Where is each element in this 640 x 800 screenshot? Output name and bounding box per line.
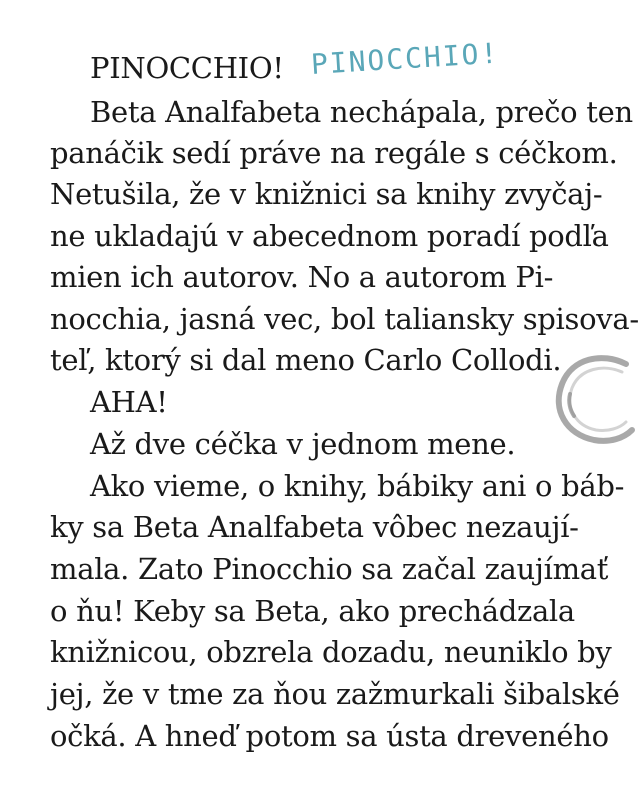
text-line-11: ky sa Beta Analfabeta vôbec nezaují-: [50, 510, 579, 544]
text-line-16: očká. A hneď potom sa ústa dreveného: [50, 719, 609, 753]
heading-printed: PINOCCHIO!: [90, 51, 284, 85]
text-line-5: mien ich autorov. No a autorom Pi-: [50, 260, 554, 294]
text-line-15: jej, že v tme za ňou zažmurkali šibalské: [50, 677, 620, 711]
text-line-4: ne ukladajú v abecednom poradí podľa: [50, 219, 609, 253]
text-line-10: Ako vieme, o knihy, bábiky ani o báb-: [90, 469, 625, 503]
text-line-3: Netušila, že v knižnici sa knihy zvyčaj-: [50, 177, 603, 211]
text-line-12: mala. Zato Pinocchio sa začal zaujímať: [50, 552, 609, 586]
text-line-8: AHA!: [90, 385, 168, 419]
text-line-1: Beta Analfabeta nechápala, prečo ten: [90, 95, 633, 129]
text-line-7: teľ, ktorý si dal meno Carlo Collodi.: [50, 343, 562, 377]
text-line-2: panáčik sedí práve na regále s céčkom.: [50, 136, 618, 170]
text-line-13: o ňu! Keby sa Beta, ako prechádzala: [50, 594, 575, 628]
heading-handwritten: PINOCCHIO!: [309, 36, 501, 81]
text-line-9: Až dve céčka v jednom mene.: [90, 427, 516, 461]
text-line-14: knižnicou, obzrela dozadu, neuniklo by: [50, 635, 612, 669]
text-line-6: nocchia, jasná vec, bol taliansky spisova-: [50, 302, 639, 336]
stamped-letter-c-icon: [540, 350, 640, 450]
